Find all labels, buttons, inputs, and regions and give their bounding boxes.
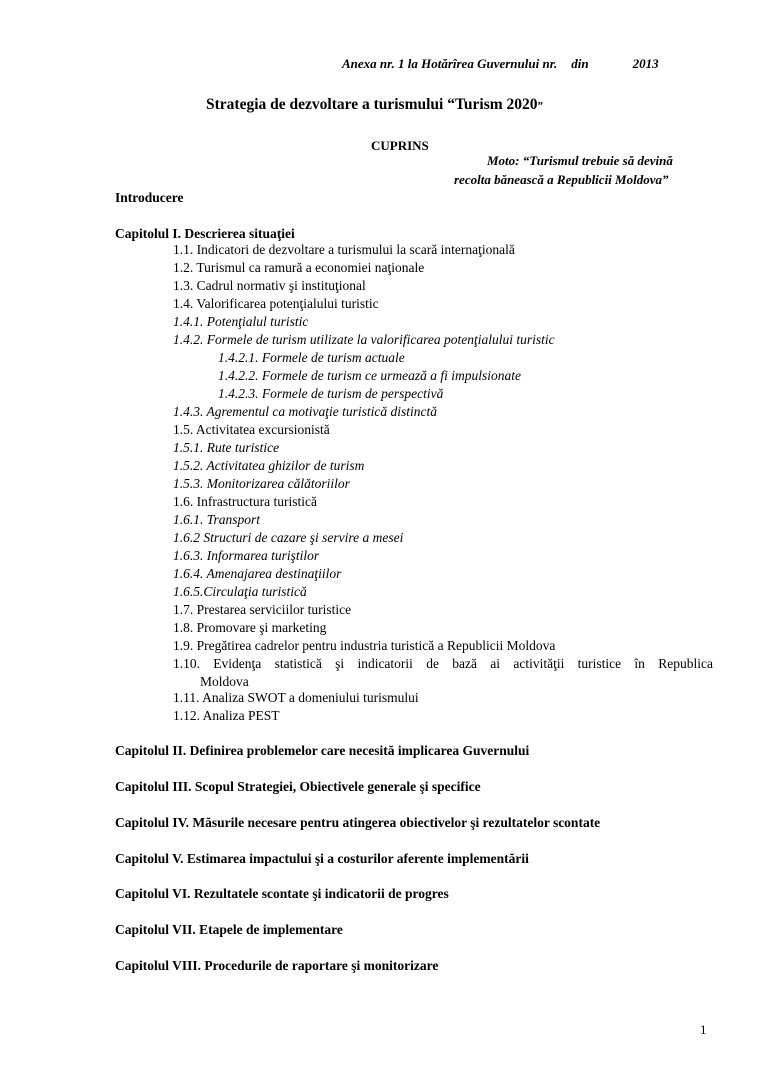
- toc-word: 1.10.: [173, 656, 200, 671]
- toc-word: ai: [490, 656, 501, 671]
- toc-item-1-6-2[interactable]: 1.6.2 Structuri de cazare şi servire a mesei: [173, 530, 404, 545]
- toc-item-1-12[interactable]: 1.12. Analiza PEST: [173, 708, 280, 723]
- document-title-closing-quote: ”: [537, 100, 544, 112]
- toc-item-1-4-2-1[interactable]: 1.4.2.1. Formele de turism actuale: [218, 350, 405, 365]
- motto-line-1: Moto: “Turismul trebuie să devină: [487, 153, 673, 168]
- page-number: 1: [700, 1022, 707, 1037]
- toc-chapter-5[interactable]: Capitolul V. Estimarea impactului şi a costurilor aferente implementării: [115, 851, 529, 866]
- toc-chapter-8[interactable]: Capitolul VIII. Procedurile de raportare şi monitorizare: [115, 958, 439, 973]
- annex-reference: [342, 56, 659, 72]
- toc-word: Republica: [658, 656, 713, 671]
- toc-item-1-10-continuation[interactable]: Moldova: [200, 674, 249, 689]
- toc-item-1-4-2-3[interactable]: 1.4.2.3. Formele de turism de perspectivă: [218, 386, 444, 401]
- toc-item-1-5-3[interactable]: 1.5.3. Monitorizarea călătoriilor: [173, 476, 350, 491]
- annex-din-label: din: [571, 56, 589, 71]
- toc-item-1-11[interactable]: 1.11. Analiza SWOT a domeniului turismului: [173, 690, 419, 705]
- toc-item-1-4-2-2[interactable]: 1.4.2.2. Formele de turism ce urmează a fi impulsionate: [218, 368, 521, 383]
- toc-item-1-4[interactable]: 1.4. Valorificarea potenţialului turistic: [173, 296, 379, 311]
- toc-word: şi: [335, 656, 345, 671]
- toc-item-1-6[interactable]: 1.6. Infrastructura turistică: [173, 494, 317, 509]
- annex-label: Anexa nr. 1 la Hotărîrea Guvernului nr.: [342, 56, 558, 71]
- toc-word: Evidenţa: [213, 656, 262, 671]
- toc-item-1-5-2[interactable]: 1.5.2. Activitatea ghizilor de turism: [173, 458, 365, 473]
- toc-chapter-2[interactable]: Capitolul II. Definirea problemelor care necesită implicarea Guvernului: [115, 743, 530, 758]
- toc-item-1-4-1[interactable]: 1.4.1. Potenţialul turistic: [173, 314, 309, 329]
- toc-item-1-5-1[interactable]: 1.5.1. Rute turistice: [173, 440, 280, 455]
- toc-word: indicatorii: [357, 656, 413, 671]
- toc-chapter-7[interactable]: Capitolul VII. Etapele de implementare: [115, 922, 343, 937]
- toc-item-1-7[interactable]: 1.7. Prestarea serviciilor turistice: [173, 602, 352, 617]
- toc-item-1-9[interactable]: 1.9. Pregătirea cadrelor pentru industria turistică a Republicii Moldova: [173, 638, 556, 653]
- toc-item-1-6-5[interactable]: 1.6.5.Circulaţia turistică: [173, 584, 307, 599]
- toc-item-1-5[interactable]: 1.5. Activitatea excursionistă: [173, 422, 330, 437]
- toc-chapter-4[interactable]: Capitolul IV. Măsurile necesare pentru atingerea obiectivelor şi rezultatelor scontate: [115, 815, 601, 830]
- toc-word: statistică: [274, 656, 322, 671]
- toc-word: în: [634, 656, 645, 671]
- document-title-text: Strategia de dezvoltare a turismului “Turism 2020: [206, 96, 538, 113]
- toc-item-1-4-2[interactable]: 1.4.2. Formele de turism utilizate la valorificarea potenţialului turistic: [173, 332, 555, 347]
- toc-word: de: [426, 656, 439, 671]
- toc-chapter-3[interactable]: Capitolul III. Scopul Strategiei, Obiectivele generale şi specifice: [115, 779, 481, 794]
- motto-line-2: recolta bănească a Republicii Moldova”: [454, 172, 669, 187]
- toc-item-1-6-1[interactable]: 1.6.1. Transport: [173, 512, 261, 527]
- toc-item-1-4-3[interactable]: 1.4.3. Agrementul ca motivaţie turistică distinctă: [173, 404, 437, 419]
- toc-word: bază: [452, 656, 477, 671]
- contents-heading: CUPRINS: [371, 138, 429, 153]
- toc-item-1-3[interactable]: 1.3. Cadrul normativ şi instituţional: [173, 278, 366, 293]
- toc-chapter-1[interactable]: Capitolul I. Descrierea situaţiei: [115, 226, 295, 241]
- toc-chapter-6[interactable]: Capitolul VI. Rezultatele scontate şi indicatorii de progres: [115, 886, 449, 901]
- toc-item-1-2[interactable]: 1.2. Turismul ca ramură a economiei naţionale: [173, 260, 425, 275]
- toc-item-1-6-4[interactable]: 1.6.4. Amenajarea destinaţiilor: [173, 566, 342, 581]
- toc-item-1-10[interactable]: [173, 656, 713, 672]
- toc-item-1-8[interactable]: 1.8. Promovare şi marketing: [173, 620, 327, 635]
- annex-year: 2013: [632, 56, 659, 71]
- toc-item-1-6-3[interactable]: 1.6.3. Informarea turiştilor: [173, 548, 320, 563]
- toc-word: activităţii: [513, 656, 565, 671]
- toc-introduction[interactable]: Introducere: [115, 190, 184, 205]
- document-title: [206, 96, 543, 114]
- toc-word: turistice: [577, 656, 622, 671]
- toc-item-1-1[interactable]: 1.1. Indicatori de dezvoltare a turismului la scară internaţională: [173, 242, 515, 257]
